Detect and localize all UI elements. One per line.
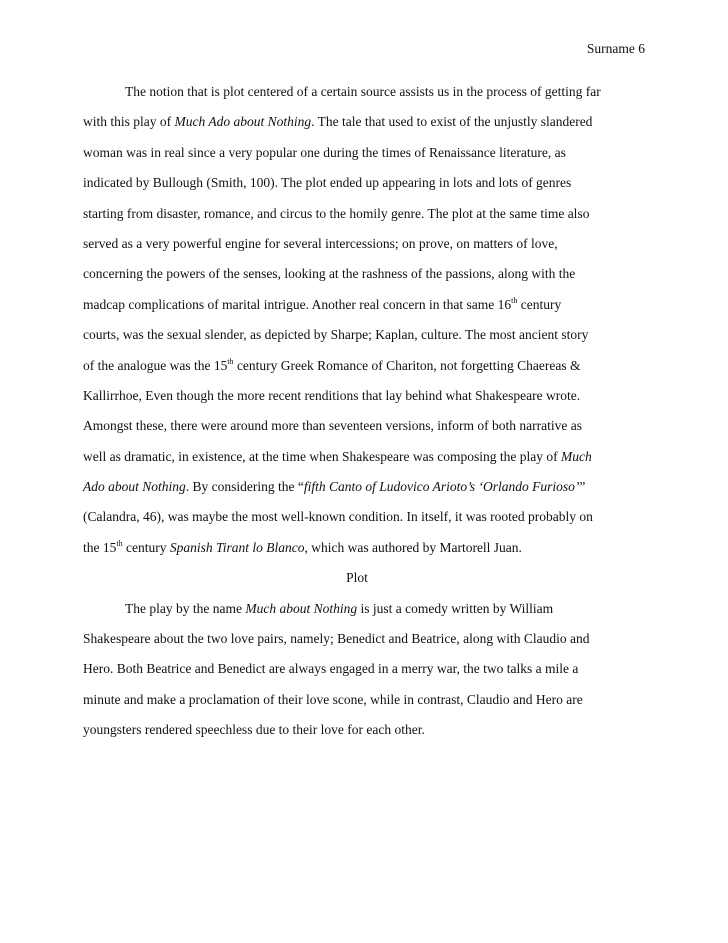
text-line: The notion that is plot centered of a certain source assists us in the process of getting far bbox=[125, 84, 601, 99]
text-line: Shakespeare about the two love pairs, namely; Benedict and Beatrice, along with Claudio and bbox=[83, 631, 590, 647]
text-line: minute and make a proclamation of their love scone, while in contrast, Claudio and Hero are bbox=[83, 691, 583, 707]
running-head: Surname 6 bbox=[586, 41, 645, 56]
text-line: woman was in real since a very popular one during the times of Renaissance literature, as bbox=[83, 144, 566, 160]
text-line: Ado about Nothing. By considering the “fifth Canto of Ludovico Arioto’s ‘Orlando Furioso’” bbox=[83, 479, 586, 495]
text-line: the 15th century Spanish Tirant lo Blanco, which was authored by Martorell Juan. bbox=[83, 538, 522, 555]
section-heading: Plot bbox=[346, 570, 368, 586]
text-line: madcap complications of marital intrigue. Another real concern in that same 16th century bbox=[83, 295, 562, 312]
text-line: youngsters rendered speechless due to their love for each other. bbox=[83, 722, 425, 738]
text-line: courts, was the sexual slender, as depicted by Sharpe; Kaplan, culture. The most ancient story bbox=[83, 327, 589, 343]
text-line: The play by the name Much about Nothing is just a comedy written by William bbox=[125, 600, 554, 616]
text-line: Kallirrhoe, Even though the more recent renditions that lay behind what Shakespeare wrote. bbox=[83, 387, 581, 403]
text-line: of the analogue was the 15th century Greek Romance of Chariton, not forgetting Chaereas & bbox=[83, 356, 581, 373]
text-line: indicated by Bullough (Smith, 100). The plot ended up appearing in lots and lots of genres bbox=[83, 175, 572, 191]
text-line: with this play of Much Ado about Nothing. The tale that used to exist of the unjustly slandered bbox=[83, 114, 593, 130]
text-line: concerning the powers of the senses, looking at the rashness of the passions, along with the bbox=[83, 266, 576, 282]
text-line: Amongst these, there were around more than seventeen versions, inform of both narrative as bbox=[83, 418, 582, 434]
document-body bbox=[83, 77, 663, 746]
text-line: starting from disaster, romance, and circus to the homily genre. The plot at the same time also bbox=[83, 205, 590, 221]
text-line: served as a very powerful engine for several intercessions; on prove, on matters of love, bbox=[83, 235, 558, 251]
text-line: well as dramatic, in existence, at the time when Shakespeare was composing the play of Much bbox=[83, 448, 592, 464]
text-line: Hero. Both Beatrice and Benedict are always engaged in a merry war, the two talks a mile a bbox=[83, 661, 579, 677]
text-line: (Calandra, 46), was maybe the most well-known condition. In itself, it was rooted probably on bbox=[83, 509, 593, 525]
